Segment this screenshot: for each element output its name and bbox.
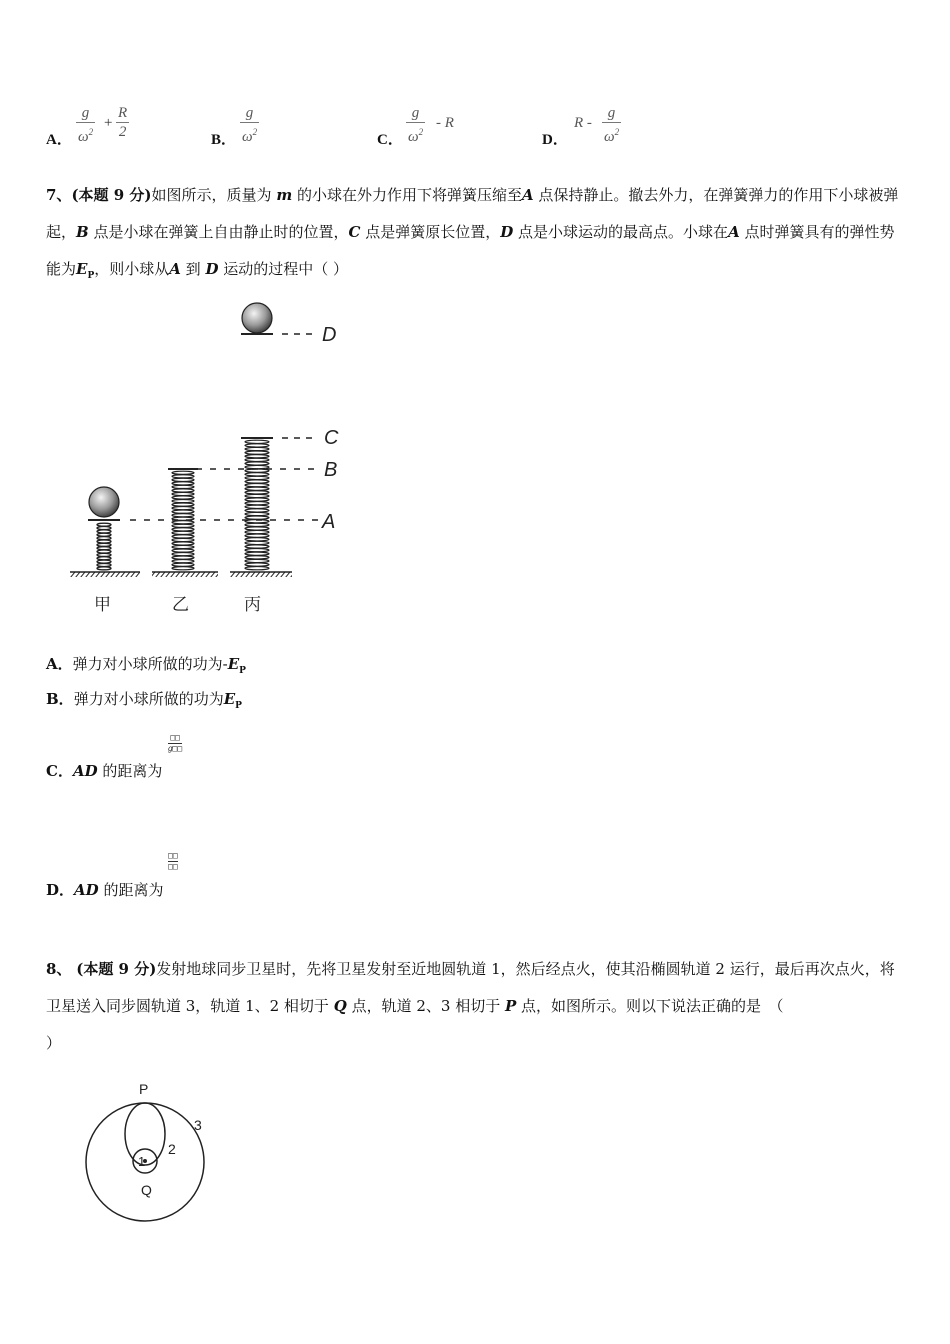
spring-coil [172,478,194,481]
label-a: A [322,511,336,533]
q7-option-a: A．弹力对小球所做的功为$-E_P$ [46,655,246,676]
spring-coil [245,527,269,530]
spring-coil [245,469,269,472]
spring-coil [245,552,269,555]
spring-coil [245,523,269,526]
option-label: C． [377,132,403,148]
spring-coil [245,458,269,461]
spring-coil [245,563,269,566]
spring-coil [245,559,269,562]
spring-coil [172,542,194,545]
spring-coil [172,521,194,524]
spring-coil [172,528,194,531]
spring-coil [245,494,269,497]
spring-coil [172,538,194,541]
spring-coil [97,553,111,556]
spring-coil [97,560,111,563]
spring-coil [245,549,269,552]
spring-coil [245,556,269,559]
r-minus: R - [574,115,592,131]
spring-coil [97,547,111,550]
spring-coil [97,567,111,570]
q7-option-b: B．弹力对小球所做的功为$E_P$ [46,690,242,711]
spring-coil [172,503,194,506]
orbit-figure [78,1075,213,1230]
label-orbit-3: 3 [194,1117,202,1133]
question-8-stem: 8、 (本题 9 分)发射地球同步卫星时，先将卫星发射至近地圆轨道 1，然后经点火，使其沿椭圆轨道 2 运行，最后再次点火，将卫星送入同步圆轨道 3，轨道 1、2 相切于 Q 点，轨道 2、3 相切于 P 点，如图所示。则以下说法正确的是 （ ） [46,960,895,1052]
spring-coil [97,533,111,536]
label-b: B [324,459,338,481]
spring-coil [172,492,194,495]
spring-coil [172,563,194,566]
option-label: D． [542,132,568,148]
spring-coil [245,473,269,476]
question-7-stem: 7、(本题 9 分)如图所示，质量为 m 的小球在外力作用下将弹簧压缩至A 点保持静止。撤去外力，在弹簧弹力的作用下小球被弹起，B 点是小球在弹簧上自由静止时的位置，C 点是弹簧原长位置，D 点是小球运动的最高点。小球在A 点时弹簧具有的弹性势能为$E_P$，则小球从A 到 D 运动的过程中（ ） [46,186,899,281]
spring-coil [245,567,269,570]
spring-coil [172,545,194,548]
spring-coil [245,487,269,490]
label-p: P [139,1081,149,1097]
q7-option-c: C．AD 的距离为 [46,762,163,780]
spring-coil [245,505,269,508]
spring-coil [245,538,269,541]
spring-coil [172,482,194,485]
option-label: A． [46,132,72,148]
spring-coil [245,491,269,494]
spring-coil [245,541,269,544]
q7-option-d: D．AD 的距离为 [46,881,164,899]
q7-c-fraction: □□ 𝑔□□ [168,733,183,753]
setup-yi [152,469,218,577]
spring-coil [245,440,269,443]
fraction-r-over-2: $\frac{R}{2}$ [118,105,128,140]
spring-coil [172,499,194,502]
spring-coil [97,540,111,543]
spring-coil [245,476,269,479]
fraction-g-over-omega2: $\frac{g}{\omega^2}$ [242,105,258,145]
spring-coil [97,543,111,546]
spring-coil [245,465,269,468]
spring-coil [172,510,194,513]
spring-coil [245,484,269,487]
spring-coil [245,498,269,501]
spring-coil [172,517,194,520]
label-orbit-2: 2 [168,1141,176,1157]
spring-coil [97,537,111,540]
spring-coil [172,485,194,488]
spring-coil [172,535,194,538]
spring-coil [245,455,269,458]
spring-coil [172,524,194,527]
plus-sign: + [104,115,113,131]
spring-coil [245,534,269,537]
spring-coil [245,516,269,519]
fraction-g-over-omega2: $\frac{g}{\omega^2}$ [408,105,424,145]
spring-coil [172,471,194,474]
caption-jia: 甲 [94,595,111,614]
label-q: Q [141,1182,152,1198]
q7-d-fraction: □□ □□ [168,851,178,871]
spring-coil [97,530,111,533]
setup-bing [230,438,292,577]
spring-coil [245,480,269,483]
setup-jia [70,487,140,577]
option-label: B． [211,132,237,148]
spring-coil [172,556,194,559]
spring-coil [97,550,111,553]
spring-coil [97,563,111,566]
spring-coil [172,560,194,563]
caption-bing: 丙 [244,595,261,614]
spring-figure [60,290,370,620]
spring-coil [245,444,269,447]
spring-coil [245,509,269,512]
spring-coil [245,545,269,548]
spring-coil [172,531,194,534]
spring-coil [245,451,269,454]
label-orbit-1: 1 [138,1154,146,1169]
label-d: D [322,324,337,346]
minus-r: - R [436,115,454,131]
spring-coil [172,496,194,499]
spring-coil [172,549,194,552]
caption-yi: 乙 [172,595,189,614]
spring-coil [172,567,194,570]
spring-coil [245,520,269,523]
fraction-g-over-omega2: $\frac{g}{\omega^2}$ [604,105,620,145]
spring-coil [245,447,269,450]
spring-coil [245,530,269,533]
spring-coil [172,475,194,478]
spring-coil [245,502,269,505]
label-c: C [324,427,339,449]
spring-coil [172,507,194,510]
spring-coil [245,462,269,465]
spring-coil [172,552,194,555]
ball-at-d [241,303,273,334]
spring-coil [97,523,111,526]
spring-coil [172,514,194,517]
spring-coil [97,557,111,560]
fraction-g-over-omega2: $\frac{g}{\omega^2}$ [78,105,94,145]
spring-coil [245,512,269,515]
spring-coil [97,527,111,530]
spring-coil [172,489,194,492]
